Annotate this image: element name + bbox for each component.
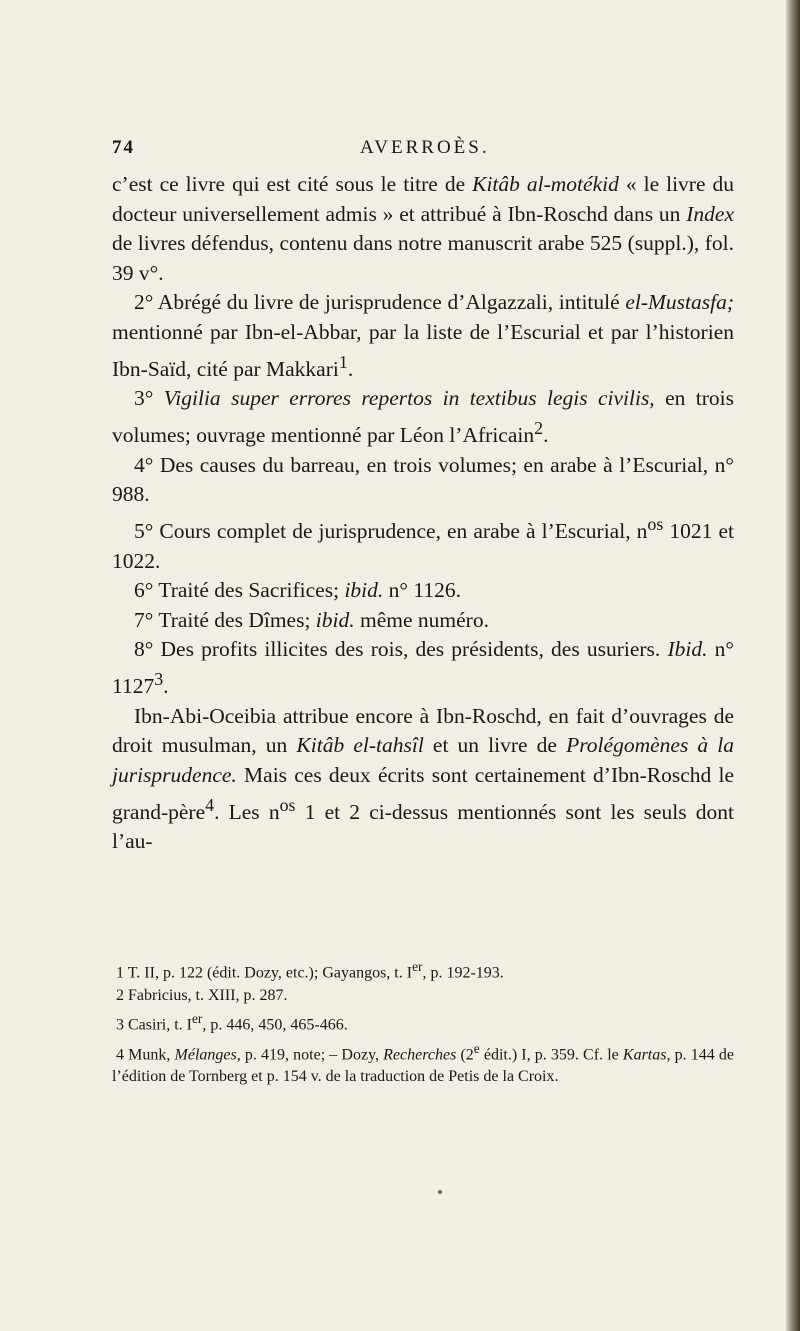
text-span: . — [163, 674, 169, 699]
text-span: . — [543, 423, 549, 448]
text-span: 1021 et 1022. — [112, 519, 734, 573]
superscript: os — [279, 794, 296, 815]
text-span: , p. 446, 450, 465-466. — [202, 1016, 348, 1034]
paragraph-7 — [112, 606, 734, 636]
footnotes — [112, 956, 734, 1089]
italic-title: el-Mustasfa; — [625, 290, 734, 315]
text-span: . — [347, 356, 354, 381]
text-span: 3° — [134, 386, 164, 411]
text-span: mentionné par Ibn-el-Abbar, par la liste de l’Escurial et par l’historien Ibn-Saïd, cité par Makkari — [112, 319, 734, 381]
italic-title: Prolégomènes à la jurisprudence. — [112, 733, 735, 787]
italic-title: Recherches — [383, 1045, 457, 1063]
superscript: er — [192, 1011, 203, 1027]
paragraph-8 — [112, 635, 734, 701]
text-span: c’est ce livre qui est cité sous le titre de — [112, 172, 473, 196]
running-head: AVERROÈS. — [360, 137, 490, 158]
paragraph-4: 4° Des causes du barreau, en trois volumes; en arabe à l’Escurial, n° 988. — [112, 452, 734, 507]
text-span: n° 1126. — [383, 578, 461, 603]
text-span: en trois volumes; ouvrage mentionné par Léon l’Africain — [112, 386, 734, 448]
text-span: , p. 192-193. — [422, 964, 504, 982]
text-span: 6° Traité des Sacrifices; — [134, 578, 345, 603]
footnote-ref: 3 — [154, 668, 164, 689]
main-text — [112, 170, 734, 857]
text-span: Ibn-Abi-Oceibia attribue encore à Ibn-Roschd, en fait d’ouvrages de droit musulman, un — [112, 703, 734, 758]
text-span: . Les n — [214, 799, 280, 824]
ink-speck — [438, 1190, 442, 1194]
paragraph-5 — [112, 510, 734, 576]
paragraph-1 — [112, 170, 734, 288]
italic-word: ibid. — [315, 607, 355, 632]
text-span: p. 419, note; – Dozy, — [240, 1045, 384, 1063]
paragraph-2 — [112, 288, 734, 384]
text-span: 4 Munk, — [116, 1045, 175, 1063]
italic-title: Mélanges, — [174, 1045, 241, 1063]
footnote-3 — [112, 1008, 734, 1036]
italic-title: Kartas, — [622, 1045, 671, 1063]
footnote-ref: 4 — [205, 794, 215, 815]
footnote-2: 2 Fabricius, t. XIII, p. 287. — [116, 987, 288, 1005]
text-span: Mais ces deux écrits sont certainement d’Ibn-Roschd le grand-père — [112, 762, 734, 824]
paragraph-3 — [112, 384, 734, 450]
italic-title: Kitâb al-motékid — [472, 172, 619, 196]
text-span: p. 144 de l’édition de Tornberg et p. 154 v. de la traduction de Petis de la Croix. — [112, 1045, 734, 1085]
paragraph-6 — [112, 576, 734, 606]
text-span: de livres défendus, contenu dans notre manuscrit arabe 525 (suppl.), fol. 39 v°. — [112, 231, 734, 285]
text-span: 8° Des profits illicites des rois, des présidents, des usuriers. — [134, 637, 668, 662]
text-span: 7° Traité des Dîmes; — [134, 607, 316, 632]
italic-word: ibid. — [344, 578, 384, 603]
text-span: édit.) I, p. 359. Cf. le — [479, 1045, 623, 1063]
page-header — [112, 137, 732, 163]
text-span: même numéro. — [354, 607, 489, 632]
text-span: 2° Abrégé du livre de jurisprudence d’Algazzali, intitulé — [134, 290, 626, 315]
footnote-ref: 2 — [534, 417, 544, 438]
footnote-4 — [112, 1038, 734, 1088]
italic-title: Vigilia super errores repertos in textibus legis civilis, — [163, 386, 655, 411]
text-span: et un livre de — [423, 733, 567, 758]
superscript: er — [412, 959, 423, 974]
paragraph-9 — [112, 702, 734, 857]
superscript: os — [647, 513, 664, 534]
text-span: « le livre du docteur universellement admis » et attribué à Ibn-Roschd dans un — [112, 172, 735, 226]
superscript: e — [473, 1040, 480, 1056]
italic-word: Index — [686, 201, 734, 226]
text-span: (2 — [456, 1045, 474, 1063]
text-span: 1 et 2 ci-dessus mentionnés sont les seuls dont l’au- — [112, 799, 735, 854]
text-span: 5° Cours complet de jurisprudence, en arabe à l’Escurial, n — [134, 519, 648, 543]
footnote-1 — [112, 956, 734, 984]
text-span: n° 1127 — [112, 637, 734, 699]
text-span: 3 Casiri, t. I — [116, 1016, 192, 1034]
text-span: 1 T. II, p. 122 (édit. Dozy, etc.); Gayangos, t. I — [116, 964, 413, 982]
footnote-ref: 1 — [338, 351, 348, 372]
italic-title: Kitâb el-tahsîl — [296, 733, 424, 758]
page-edge-shadow — [786, 0, 800, 1331]
page-number: 74 — [112, 137, 135, 158]
italic-word: Ibid. — [667, 637, 708, 662]
